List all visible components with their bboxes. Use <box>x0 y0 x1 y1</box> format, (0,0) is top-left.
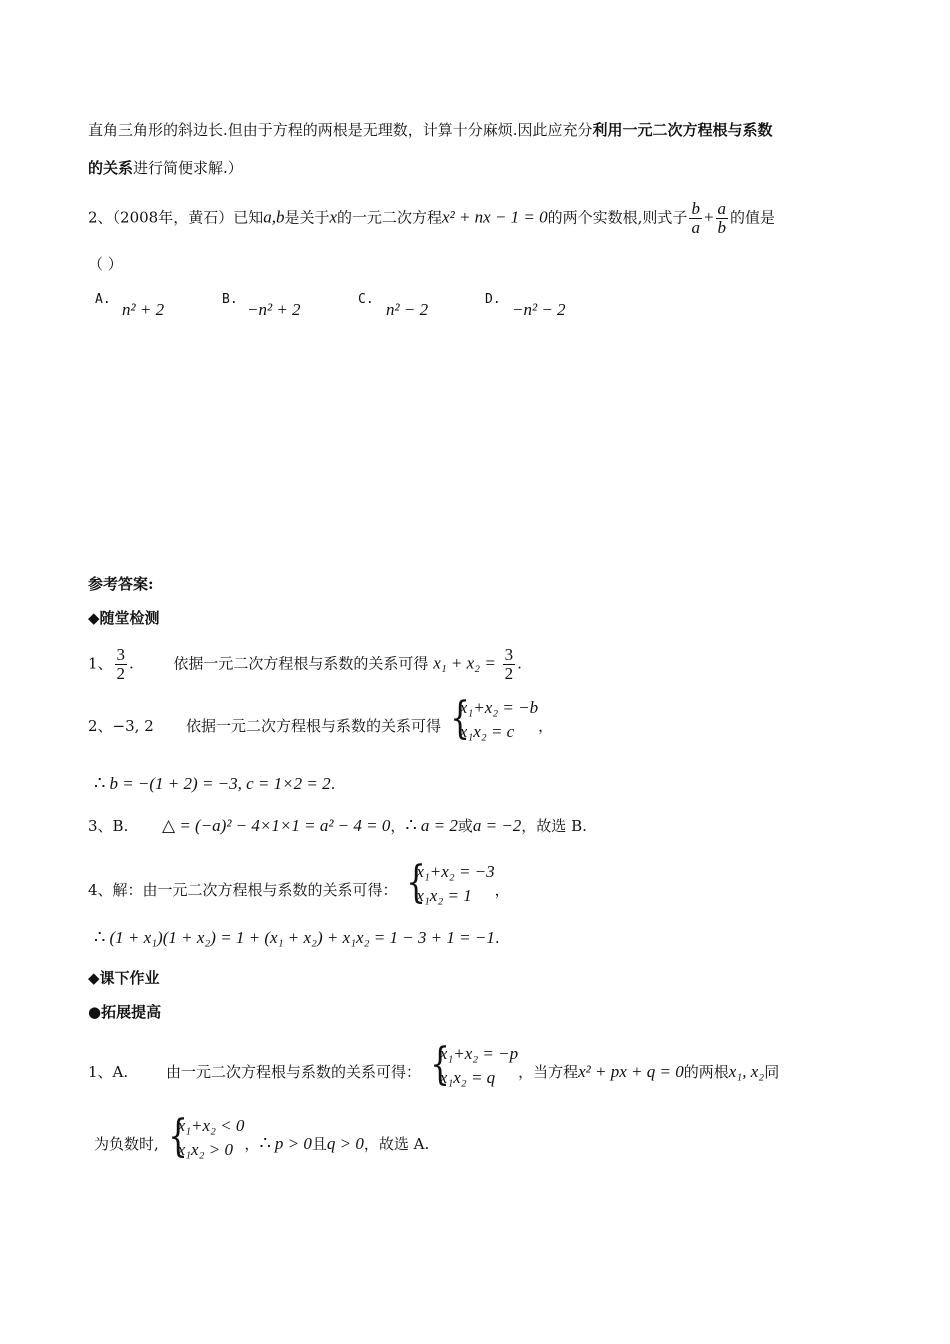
a1-den-2: 2 <box>504 664 514 683</box>
a4-system-row-2: x₁x₂ = 1 <box>416 886 472 905</box>
q2-mid2: 的一元二次方程 <box>337 208 443 227</box>
therefore-icon: ∴ <box>94 773 106 794</box>
b1-roots: x₁, x₂ <box>728 1062 765 1081</box>
b1-conclusion-q: q > 0 <box>326 1134 364 1153</box>
b1-equation: x² + px + q = 0 <box>578 1062 684 1081</box>
intro-line-1 <box>88 120 773 140</box>
intro-text: 直角三角形的斜边长.但由于方程的两根是无理数，计算十分麻烦.因此应充分 <box>88 121 593 139</box>
a1-num-2: 3 <box>504 645 514 664</box>
b1-system-row-1: x₁+x₂ = −p <box>439 1044 519 1063</box>
a1-den: 2 <box>116 664 126 683</box>
b1-prefix: 1、A. <box>88 1063 129 1081</box>
a2-system-row-2: x₁x₂ = c <box>459 722 515 741</box>
extension-answer-1-line-2: 为负数时, { x₁+x₂ < 0 x₁x₂ > 0 ，∴ p > 0且q > 0，故选 A. <box>94 1111 430 1162</box>
a1-prefix: 1、 <box>88 654 113 673</box>
a2-comma: ， <box>538 717 554 735</box>
a3-or: 或 <box>457 817 473 835</box>
section-extension: ●拓展提高 <box>88 1003 162 1021</box>
frac1-num: b <box>691 199 700 218</box>
answers-heading: 参考答案: <box>88 575 154 593</box>
q2-x: x <box>329 207 338 227</box>
answer-2-line-2: ∴ b = −(1 + 2) = −3, c = 1×2 = 2. <box>94 773 336 794</box>
option-d-label: D. <box>485 292 501 307</box>
a2-equation-system: { x₁+x₂ = −b x₁x₂ = c <box>449 693 539 744</box>
section-homework: ◆课下作业 <box>88 969 160 987</box>
b1-and: 且 <box>311 1135 327 1153</box>
frac2-num: a <box>717 199 727 218</box>
b1-inequality-system: { x₁+x₂ < 0 x₁x₂ > 0 <box>167 1111 245 1162</box>
a3-prefix: 3、B. <box>88 817 129 835</box>
b1-mid2: 的两根 <box>683 1063 729 1081</box>
b1-text: 由一元二次方程根与系数的关系可得： <box>166 1063 422 1081</box>
a1-fraction <box>115 646 128 683</box>
q2-equation: x² + nx − 1 = 0 <box>442 207 548 227</box>
option-a-label: A. <box>95 292 111 307</box>
question-2 <box>88 200 775 237</box>
q2-fraction-a-over-b <box>716 200 729 237</box>
b1-system-row-3: x₁+x₂ < 0 <box>177 1116 245 1135</box>
a2-prefix: 2、−3, 2 <box>88 717 154 735</box>
option-b-label: B. <box>222 292 238 307</box>
b1-mid: ，当方程 <box>518 1063 579 1081</box>
answer-1 <box>88 646 522 683</box>
q2-fraction-b-over-a <box>689 200 702 237</box>
option-a-value: n² + 2 <box>122 300 165 319</box>
option-c-value: n² − 2 <box>386 300 429 319</box>
option-d-value: −n² − 2 <box>512 300 566 319</box>
answer-4: 4、解：由一元二次方程根与系数的关系可得： { x₁+x₂ = −3 x₁x₂ = 1 ， <box>88 857 510 908</box>
q2-mid1: 是关于 <box>284 208 330 227</box>
q2-prefix: 2、（2008年，黄石）已知 <box>88 208 264 227</box>
answer-4-line-2: ∴ (1 + x₁)(1 + x₂) = 1 + (x₁ + x₂) + x₁x₂ = 1 − 3 + 1 = −1. <box>94 927 500 948</box>
a1-equation: x₁ + x₂ = <box>433 653 496 673</box>
a1-num: 3 <box>116 645 126 664</box>
a4-equation-system: { x₁+x₂ = −3 x₁x₂ = 1 <box>406 857 495 908</box>
extension-answer-1 <box>88 1039 780 1090</box>
a3-result: a = 2 <box>420 816 458 835</box>
a3-end: ，故选 B. <box>521 817 587 835</box>
frac2-den: b <box>717 218 727 237</box>
intro-line-2 <box>88 158 243 178</box>
b1-line2-prefix: 为负数时, <box>94 1135 159 1153</box>
a2-text: 依据一元二次方程根与系数的关系可得 <box>186 717 442 735</box>
frac1-den: a <box>691 218 700 237</box>
b1-system-row-2: x₁x₂ = q <box>439 1068 496 1087</box>
a1-fraction-2 <box>503 646 516 683</box>
a4-system-row-1: x₁+x₂ = −3 <box>416 862 495 881</box>
a4-conclusion: (1 + x₁)(1 + x₂) = 1 + (x₁ + x₂) + x₁x₂ = 1 − 3 + 1 = −1 <box>109 928 495 947</box>
q2-ab: a,b <box>263 207 285 227</box>
q2-suffix: 的值是 <box>730 208 776 227</box>
b1-equation-system: { x₁+x₂ = −p x₁x₂ = q <box>429 1039 519 1090</box>
q2-answer-paren: （ ） <box>88 255 123 273</box>
a2-system-row-1: x₁+x₂ = −b <box>459 698 539 717</box>
b1-conclusion-p: p > 0 <box>274 1134 312 1153</box>
q2-plus: + <box>703 207 714 227</box>
a3-equation: △ = (−a)² − 4×1×1 = a² − 4 = 0 <box>162 816 391 835</box>
q2-mid3: 的两个实数根,则式子 <box>547 208 688 227</box>
therefore-icon: ∴ <box>259 1133 271 1154</box>
b1-end: 同 <box>764 1063 780 1081</box>
a3-alt-result: a = −2 <box>472 816 522 835</box>
a2-conclusion: b = −(1 + 2) = −3, c = 1×2 = 2 <box>109 774 331 793</box>
answer-2 <box>88 693 554 744</box>
a1-dot-2: . <box>517 654 522 673</box>
therefore-icon: ∴ <box>405 815 417 836</box>
option-c-label: C. <box>358 292 374 307</box>
intro-bold-text-2: 的关系 <box>88 159 134 177</box>
intro-bold-text: 利用一元二次方程根与系数 <box>592 121 773 139</box>
intro-text-2: 进行简便求解.） <box>133 159 243 177</box>
section-in-class-check: ◆随堂检测 <box>88 609 160 627</box>
b1-final: ，故选 A. <box>363 1135 430 1153</box>
option-b-value: −n² + 2 <box>247 300 301 319</box>
a1-dot: . <box>129 654 134 673</box>
a4-prefix: 4、解：由一元二次方程根与系数的关系可得： <box>88 881 398 899</box>
b1-system-row-4: x₁x₂ > 0 <box>177 1140 233 1159</box>
answer-3: 3、B. △ = (−a)² − 4×1×1 = a² − 4 = 0，∴ a = 2或a = −2，故选 B. <box>88 815 587 836</box>
a1-text: 依据一元二次方程根与系数的关系可得 <box>173 654 429 673</box>
therefore-icon: ∴ <box>94 927 106 948</box>
